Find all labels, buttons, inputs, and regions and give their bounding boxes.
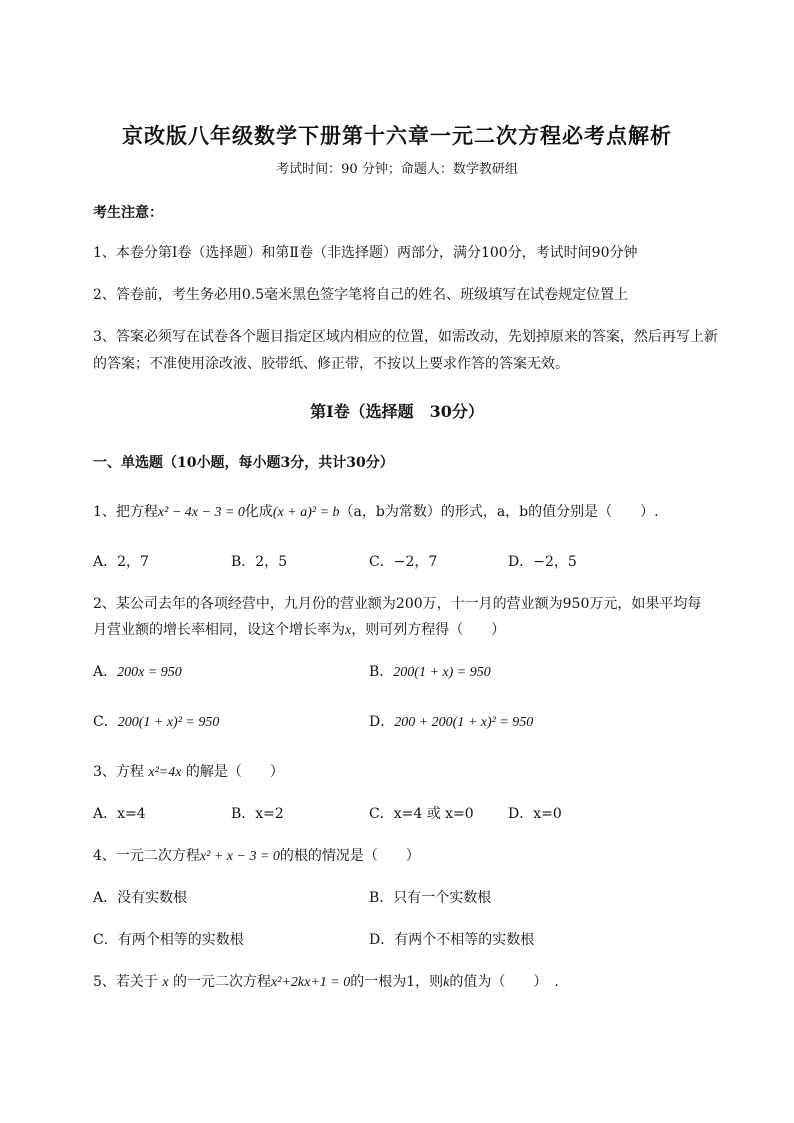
q1-text-b: 化成 — [244, 504, 273, 520]
q2-text-b: ，则可列方程得（ ） — [351, 622, 506, 638]
q4-option-c: C．有两个相等的实数根 — [93, 932, 244, 948]
notice-item-2: 2、答卷前，考生务必用0.5毫米黑色签字笔将自己的姓名、班级填写在试卷规定位置上 — [93, 287, 629, 303]
q3-option-c: C．x=4 或 x=0 — [369, 806, 474, 822]
q4-equation: x² + x − 3 = 0 — [199, 849, 280, 864]
q1-text-c: （a，b为常数）的形式，a，b的值分别是（ ）. — [339, 504, 659, 520]
q1-option-b: B．2，5 — [231, 554, 288, 570]
question-1-stem — [93, 501, 659, 521]
q3-equation: x²=4x — [148, 765, 182, 780]
q2-option-c-label: C． — [93, 714, 118, 730]
q2-variable: x — [345, 623, 352, 638]
part-heading: 一、单选题（10小题，每小题3分，共计30分） — [93, 455, 394, 471]
page-title: 京改版八年级数学下册第十六章一元二次方程必考点解析 — [122, 123, 672, 148]
q1-equation: x² − 4x − 3 = 0 — [157, 505, 245, 520]
q5-text-d: 的值为（ ） . — [449, 974, 559, 990]
q5-text-b: 的一元二次方程 — [168, 974, 272, 990]
page-subtitle: 考试时间：90 分钟；命题人：数学教研组 — [276, 162, 518, 177]
q2-option-b-label: B． — [369, 664, 394, 680]
q1-option-a: A．2，7 — [93, 554, 149, 570]
q2-option-a-equation: 200x = 950 — [117, 665, 182, 680]
q3-option-b: B．x=2 — [231, 806, 284, 822]
q2-option-d-equation: 200 + 200(1 + x)² = 950 — [394, 715, 534, 730]
question-4-stem — [93, 845, 420, 865]
q2-option-d — [369, 711, 533, 731]
q3-option-a: A．x=4 — [93, 806, 146, 822]
q2-option-b — [369, 661, 491, 681]
q4-text-a: 4、一元二次方程 — [93, 848, 200, 864]
q1-target-form: (x + a)² = b — [272, 505, 340, 520]
q2-option-c-equation: 200(1 + x)² = 950 — [117, 715, 220, 730]
notice-item-3: 3、答案必须写在试卷各个题目指定区域内相应的位置，如需改动，先划掉原来的答案，然后再写上新 — [93, 329, 718, 345]
q1-text-a: 1、把方程 — [93, 504, 158, 520]
q4-option-b: B．只有一个实数根 — [369, 890, 492, 906]
section-title: 第I卷（选择题 30分） — [310, 402, 484, 421]
question-3-stem — [93, 761, 284, 781]
question-5-stem — [93, 971, 559, 991]
q4-option-d: D．有两个不相等的实数根 — [369, 932, 535, 948]
q5-text-a: 5、若关于 — [93, 974, 163, 990]
q2-option-b-equation: 200(1 + x) = 950 — [393, 665, 491, 680]
q5-variable-x: x — [162, 975, 169, 990]
notice-heading: 考生注意： — [93, 205, 163, 221]
q3-text-b: 的解是（ ） — [181, 764, 284, 780]
question-2-stem-line1: 2、某公司去年的各项经营中，九月份的营业额为200万，十一月的营业额为950万元，如果平均每 — [93, 596, 702, 612]
q3-text-a: 3、方程 — [93, 764, 149, 780]
q2-option-a-label: A． — [93, 664, 118, 680]
q4-option-a: A．没有实数根 — [93, 890, 188, 906]
q5-text-c: 的一根为1，则 — [350, 974, 444, 990]
q2-option-c — [93, 711, 219, 731]
q2-text-a: 月营业额的增长率相同，设这个增长率为 — [93, 622, 345, 638]
q5-variable-k: k — [443, 975, 450, 990]
notice-item-1: 1、本卷分第I卷（选择题）和第Ⅱ卷（非选择题）两部分，满分100分，考试时间90分钟 — [93, 245, 638, 261]
notice-item-3-continued: 的答案；不准使用涂改液、胶带纸、修正带，不按以上要求作答的答案无效。 — [93, 356, 569, 372]
q1-option-c: C．−2，7 — [369, 554, 438, 570]
question-2-stem-line2 — [93, 619, 505, 639]
q2-option-d-label: D． — [369, 714, 395, 730]
q4-text-b: 的根的情况是（ ） — [279, 848, 420, 864]
q2-option-a — [93, 661, 182, 681]
q3-option-d: D．x=0 — [508, 806, 562, 822]
q5-equation: x²+2kx+1 = 0 — [271, 975, 351, 990]
q1-option-d: D．−2，5 — [508, 554, 577, 570]
